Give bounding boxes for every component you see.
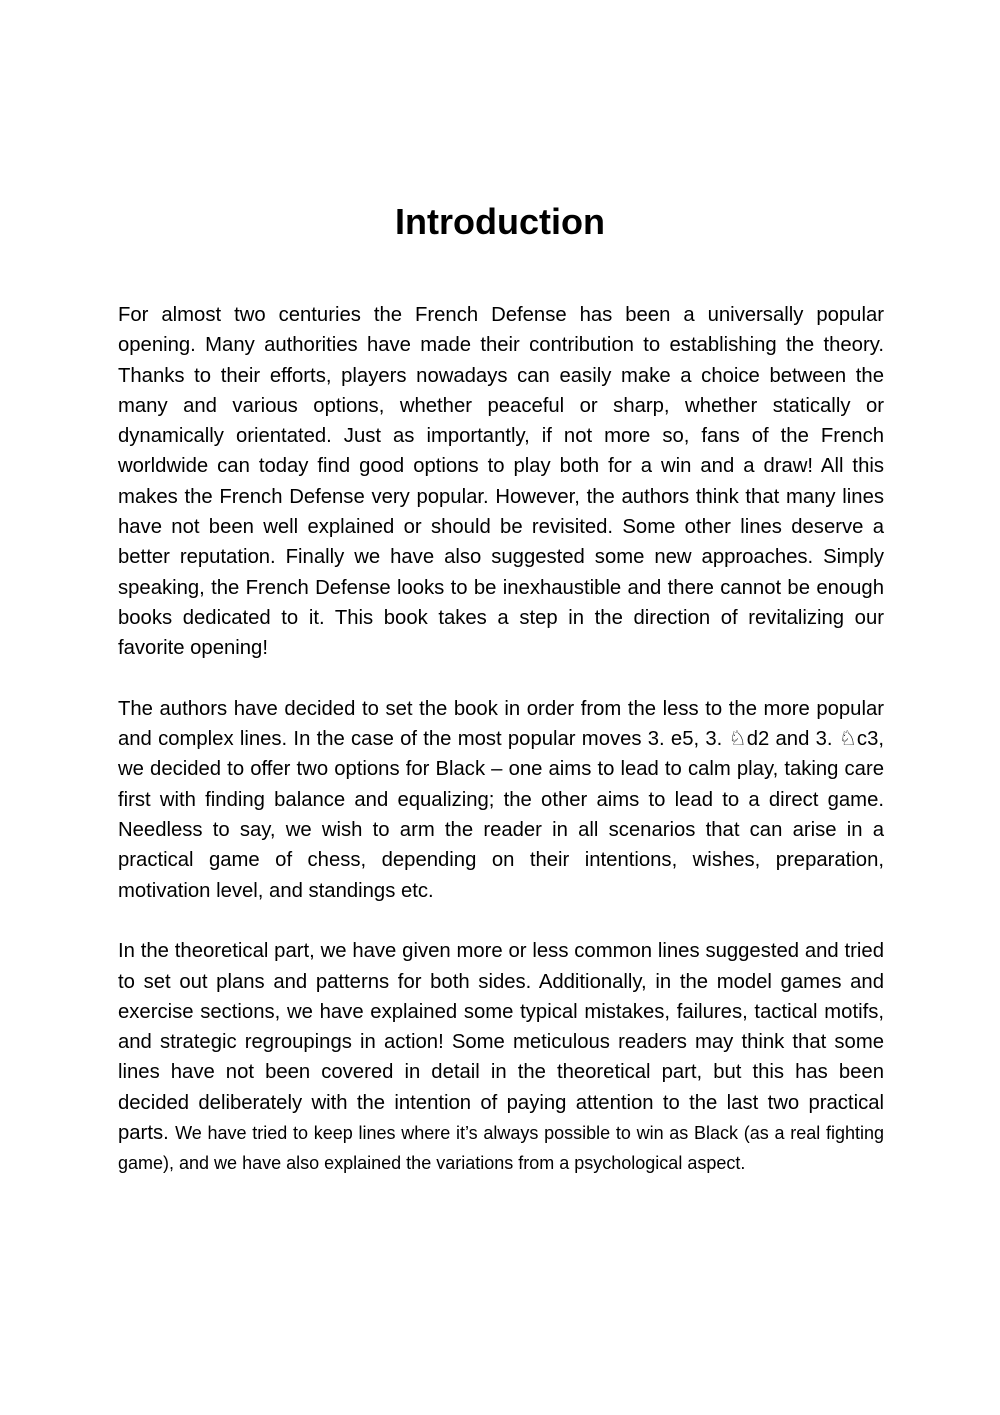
paragraph-2: The authors have decided to set the book in order from the less to the more popular and complex lines. In the case of the most popular moves 3. e5, 3. ♘d2 and 3. ♘c3, we decided to offer two options for Black – one aims to lead to calm play, taking care first with finding balance and equalizing; the other aims to lead to a direct game. Needless to say, we wish to arm the reader in all scenarios that can arise in a practical game of chess, depending on their intentions, wishes, preparation, motivation level, and standings etc. xyxy=(118,697,884,902)
paragraph-3 xyxy=(118,936,884,1178)
paragraph-1: For almost two centuries the French Defense has been a universally popular opening. Many authorities have made their contribution to establishing the theory. Thanks to their efforts, players nowadays can easily make a choice between the many and various options, whether peaceful or sharp, whether statically or dynamically orientated. Just as importantly, if not more so, fans of the French worldwide can today find good options to play both for a win and a draw! All this makes the French Defense very popular. However, the authors think that many lines have not been well explained or should be revisited. Some other lines deserve a better reputation. Finally we have also suggested some new approaches. Simply speaking, the French Defense looks to be inexhaustible and there cannot be enough books dedicated to it. This book takes a step in the direction of revitalizing our favorite opening! xyxy=(118,304,884,660)
paragraph-3-small-text: We have tried to keep lines where it’s always possible to win as Black (as a real fighting game), and we have also explained the variations from a psychological aspect. xyxy=(118,1123,884,1174)
page-title: Introduction xyxy=(395,201,605,242)
paragraph-3-main-text: In the theoretical part, we have given more or less common lines suggested and tried to set out plans and patterns for both sides. Additionally, in the model games and exercise sections, we have explained some typical mistakes, failures, tactical motifs, and strategic regroupings in action! Some meticulous readers may think that some lines have not been covered in detail in the theoretical part, but this has been decided deliberately with the intention of paying attention to the last two practical parts. xyxy=(118,940,884,1145)
body-text xyxy=(118,300,884,1179)
